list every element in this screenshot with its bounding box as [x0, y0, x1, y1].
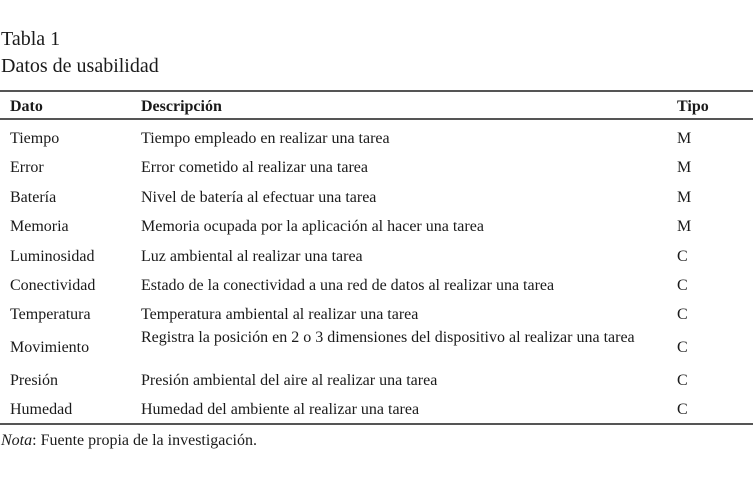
cell-dato: Humedad — [10, 401, 73, 418]
cell-tipo: M — [677, 218, 692, 235]
cell-dato: Temperatura — [10, 306, 91, 323]
cell-dato: Conectividad — [10, 277, 96, 294]
cell-tipo: C — [677, 248, 688, 265]
cell-tipo: M — [677, 130, 692, 147]
cell-tipo: C — [677, 339, 688, 356]
cell-dato: Memoria — [10, 218, 69, 235]
note-text: : Fuente propia de la investigación. — [32, 432, 257, 449]
cell-tipo: C — [677, 401, 688, 418]
table-caption-number: Tabla 1 — [1, 28, 61, 50]
cell-descripcion: Nivel de batería al efectuar una tarea — [141, 189, 377, 206]
cell-descripcion: Presión ambiental del aire al realizar una tarea — [141, 372, 438, 389]
cell-descripcion: Tiempo empleado en realizar una tarea — [141, 130, 390, 147]
table-caption-title: Datos de usabilidad — [1, 55, 159, 77]
cell-tipo: M — [677, 189, 692, 206]
cell-tipo: M — [677, 159, 692, 176]
cell-descripcion: Humedad del ambiente al realizar una tarea — [141, 401, 420, 418]
cell-tipo: C — [677, 372, 688, 389]
cell-descripcion: Error cometido al realizar una tarea — [141, 159, 368, 176]
header-tipo: Tipo — [677, 98, 709, 115]
cell-tipo: C — [677, 277, 688, 294]
cell-tipo: C — [677, 306, 688, 323]
note-label: Nota — [1, 432, 33, 449]
cell-descripcion: Luz ambiental al realizar una tarea — [141, 248, 363, 265]
cell-descripcion: Memoria ocupada por la aplicación al hacer una tarea — [141, 218, 484, 235]
cell-dato: Batería — [10, 189, 57, 206]
cell-descripcion: Temperatura ambiental al realizar una tarea — [141, 306, 419, 323]
cell-descripcion: Registra la posición en 2 o 3 dimensiones del dispositivo al realizar una tarea — [141, 329, 635, 346]
table-bottom-rule — [0, 423, 753, 425]
cell-dato: Presión — [10, 372, 58, 389]
cell-dato: Error — [10, 159, 44, 176]
table-top-rule — [0, 90, 753, 92]
header-dato: Dato — [10, 98, 43, 115]
cell-dato: Luminosidad — [10, 248, 95, 265]
table-header-rule — [0, 118, 753, 120]
cell-dato: Tiempo — [10, 130, 60, 147]
table-note — [1, 431, 257, 451]
cell-dato: Movimiento — [10, 339, 90, 356]
cell-descripcion: Estado de la conectividad a una red de datos al realizar una tarea — [141, 277, 555, 294]
header-descripcion: Descripción — [141, 98, 222, 115]
